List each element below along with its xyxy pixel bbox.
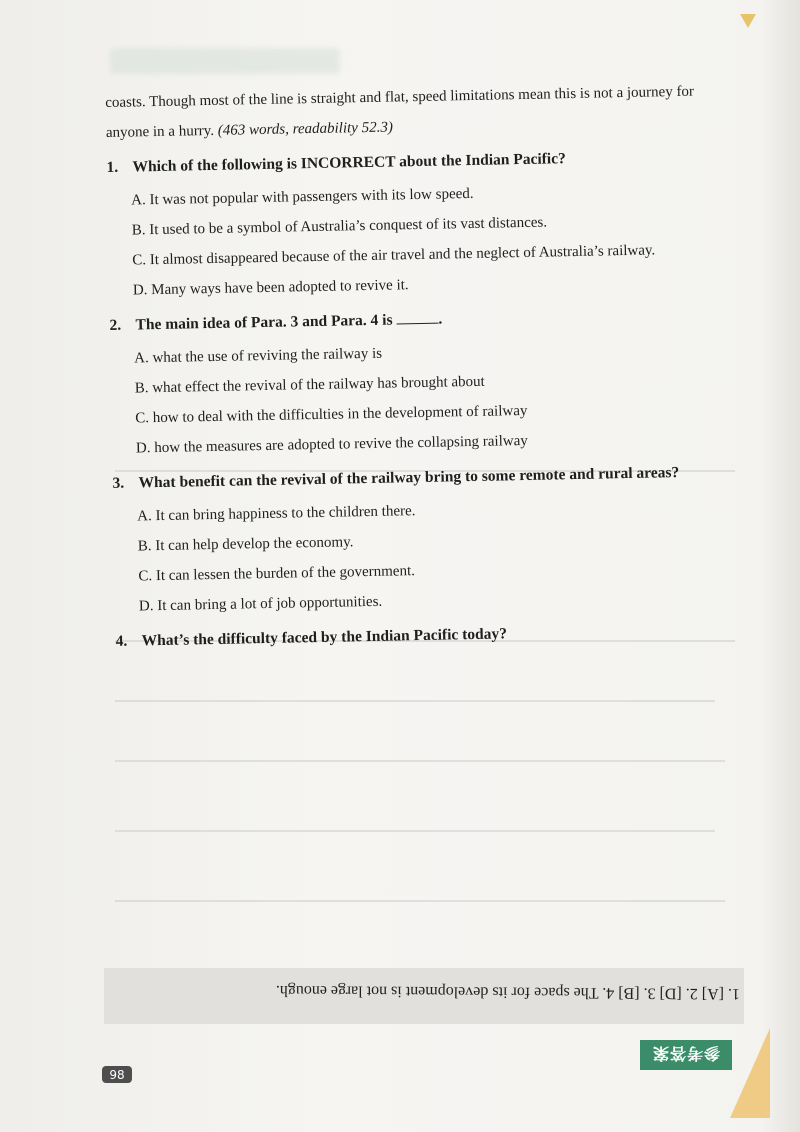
question-text: What’s the difficulty faced by the Indian Pacific today? xyxy=(141,625,508,650)
page-fold-shadow xyxy=(760,0,800,1132)
passage-meta: (463 words, readability 52.3) xyxy=(217,119,394,139)
question-3-options xyxy=(137,490,755,622)
option-a: A. It can bring happiness to the children there. xyxy=(137,503,416,525)
answer-key-badge: 参考答案 xyxy=(640,1040,732,1070)
question-number: 1. xyxy=(106,158,119,176)
option-c: C. how to deal with the difficulties in the development of railway xyxy=(135,402,528,427)
answer-key-text: 1. [A] 2. [D] 3. [B] 4. The space for its development is not large enough. xyxy=(275,981,741,1003)
option-b: B. It used to be a symbol of Australia’s conquest of its vast distances. xyxy=(131,214,548,239)
option-d: D. It can bring a lot of job opportunities. xyxy=(138,593,383,615)
question-number: 4. xyxy=(115,632,128,650)
question-number: 2. xyxy=(109,316,122,334)
passage-ending xyxy=(105,76,746,148)
option-d: D. how the measures are adopted to revive the collapsing railway xyxy=(135,432,528,457)
answer-blank xyxy=(396,311,438,325)
option-d: D. Many ways have been adopted to revive it. xyxy=(132,277,409,299)
corner-tab-top xyxy=(740,14,756,28)
question-number: 3. xyxy=(112,474,125,492)
option-c: C. It almost disappeared because of the air travel and the neglect of Australia’s railway. xyxy=(132,242,656,269)
page-number: 98 xyxy=(102,1066,132,1083)
passage-line-1: coasts. Though most of the line is straight and flat, speed limitations mean this is not a journey for xyxy=(105,83,695,111)
question-text: The main idea of Para. 3 and Para. 4 is xyxy=(135,311,393,334)
question-text: Which of the following is INCORRECT about the Indian Pacific? xyxy=(132,150,566,176)
option-b: B. what effect the revival of the railway has brought about xyxy=(134,373,485,397)
option-a: A. It was not popular with passengers with its low speed. xyxy=(131,185,474,209)
corner-tab-bottom xyxy=(730,1028,770,1118)
option-a: A. what the use of reviving the railway is xyxy=(134,345,383,367)
option-b: B. It can help develop the economy. xyxy=(137,534,354,555)
header-bleed-through xyxy=(110,48,340,74)
question-2-options xyxy=(134,332,752,464)
question-text: What benefit can the revival of the railway bring to some remote and rural areas? xyxy=(138,464,680,492)
option-c: C. It can lessen the burden of the government. xyxy=(138,563,416,585)
passage-line-2: anyone in a hurry. xyxy=(105,122,215,141)
question-1-options xyxy=(131,174,749,306)
question-4-title xyxy=(115,616,755,656)
question-section xyxy=(105,76,756,660)
question-text-end: . xyxy=(438,310,443,328)
